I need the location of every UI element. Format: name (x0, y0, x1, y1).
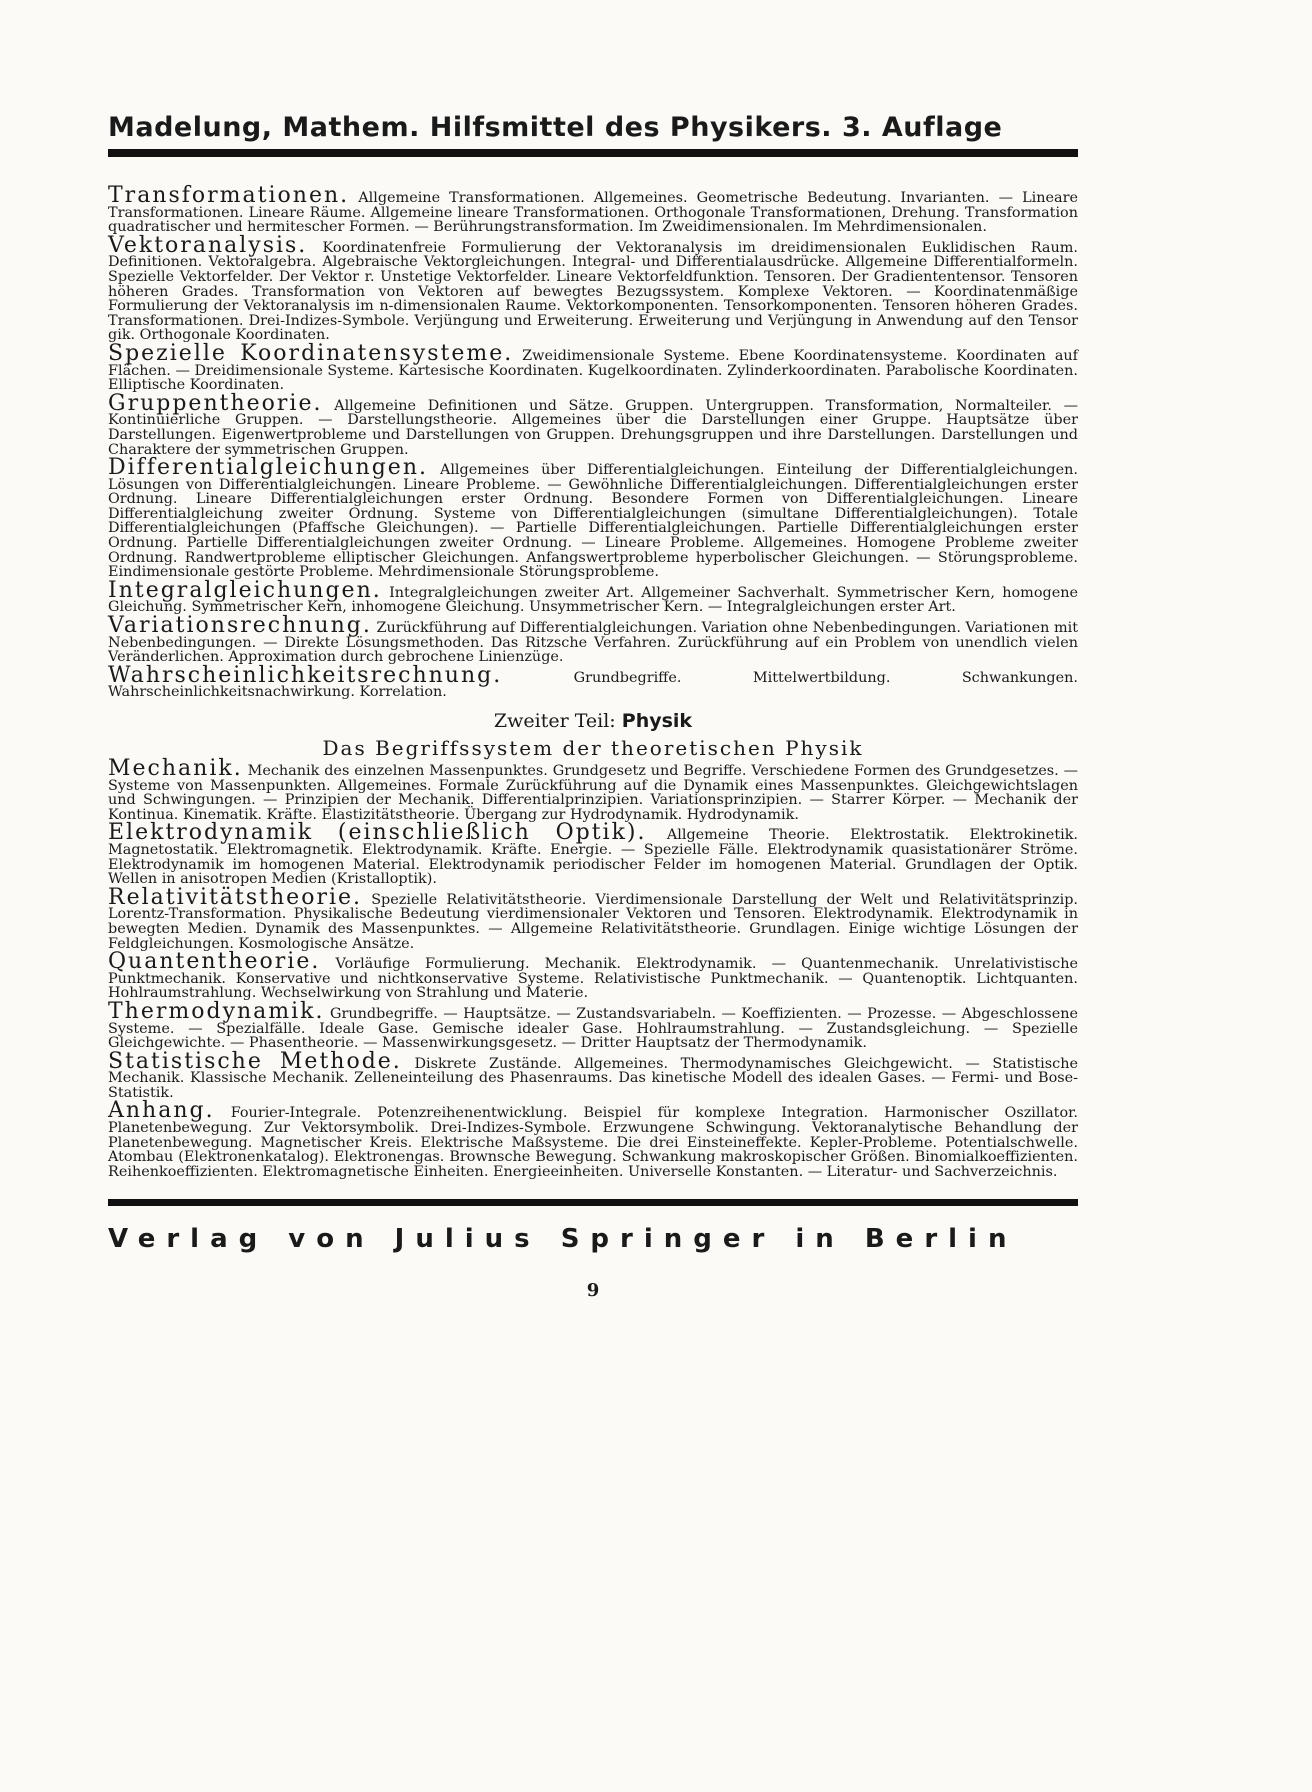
section-text: Grundbegriffe. Mittelwertbildung. Schwankungen. Wahrscheinlichkeitsnachwirkung. Korrelation. (108, 669, 1078, 701)
part-label: Zweiter Teil: (493, 710, 616, 732)
section-title: Relativitätstheorie. (108, 884, 363, 910)
section-text: Zweidimensionale Systeme. Ebene Koordinatensysteme. Koordinaten auf Flächen. — Dreidimensionale Systeme. Kartesische Koordinaten. Kugelkoordinaten. Zylinderkoordinaten. Parabolische Koordinaten. Elliptische Koordinaten. (108, 347, 1078, 394)
section-text: Allgemeine Theorie. Elektrostatik. Elektrokinetik. Magnetostatik. Elektromagnetik. Elektrodynamik. Kräfte. Energie. — Spezielle Fälle. Elektrodynamik quasistationärer Ströme. Elektrodynamik im homogenen Material. Elektrodynamik periodischer Felder im homogenen Material. Grundlagen der Optik. Wellen in anisotropen Medien (Kristalloptik). (108, 827, 1078, 888)
section-text: Allgemeine Definitionen und Sätze. Gruppen. Untergruppen. Transformation, Normalteiler. — Kontinuierliche Gruppen. — Darstellungstheorie. Allgemeines über die Darstellungen einer Gruppe. Hauptsätze über Darstellungen. Eigenwertprobleme und Darstellungen von Gruppen. Drehungsgruppen und ihre Darstellungen. Darstellungen und Charaktere der symmetrischen Gruppen. (108, 397, 1078, 458)
section-text: Vorläufige Formulierung. Mechanik. Elektrodynamik. — Quantenmechanik. Unrelativistische Punktmechanik. Konservative und nichtkonservative Systeme. Relativistische Punktmechanik. — Quantenoptik. Lichtquanten. Hohlraumstrahlung. Wechselwirkung von Strahlung und Materie. (108, 956, 1078, 1002)
section-title: Transformationen. (108, 183, 350, 208)
toc-section (108, 1048, 1079, 1101)
section-title: Elektrodynamik (einschließlich Optik). (108, 820, 647, 846)
section-title: Differentialgleichungen. (108, 455, 428, 481)
physics-sections (108, 756, 1079, 1180)
section-text: Spezielle Relativitätstheorie. Vierdimensionale Darstellung der Welt und Relativitätsprinzip. Lorentz-Transformation. Physikalische Bedeutung vierdimensionaler Vektoren und Tensoren. Elektrodynamik. Elektrodynamik in bewegten Medien. Dynamik des Massenpunktes. — Allgemeine Relativitätstheorie. Grundlagen. Einige wichtige Lösungen der Feldgleichungen. Kosmologische Ansätze. (108, 891, 1078, 952)
toc-section (108, 662, 1078, 701)
toc-section (108, 998, 1078, 1052)
section-text: Allgemeine Transformationen. Allgemeines. Geometrische Bedeutung. Invarianten. — Lineare Transformationen. Lineare Räume. Allgemeine lineare Transformationen. Orthogonale Transformationen, Drehung. Transformation quadratischer und hermitescher Formen. — Berührungstransformation. Im Zweidimensionalen. Im Mehrdimensionalen. (108, 190, 1078, 236)
section-text: Fourier-Integrale. Potenzreihenentwicklung. Beispiel für komplexe Integration. Harmonischer Oszillator. Planetenbewegung. Zur Vektorsymbolik. Drei-Indizes-Symbole. Erzwungene Schwingung. Vektoranalytische Behandlung der Planetenbewegung. Magnetischer Kreis. Elektrische Maßsysteme. Die drei Einsteineffekte. Kepler-Probleme. Potentialschwelle. Atombau (Elektronenkatalog). Elektronengas. Brownsche Bewegung. Schwankung makroskopischer Größen. Binomialkoeffizienten. Reihenkoeffizienten. Elektromagnetische Einheiten. Energieeinheiten. Universelle Konstanten. — Literatur- und Sachverzeichnis. (108, 1105, 1078, 1180)
section-text: Grundbegriffe. — Hauptsätze. — Zustandsvariabeln. — Koeffizienten. — Prozesse. — Abgeschlossene Systeme. — Spezialfälle. Ideale Gase. Gemische idealer Gase. Hohlraumstrahlung. — Zustandsgleichung. — Spezielle Gleichgewichte. — Phasentheorie. — Massenwirkungsgesetz. — Dritter Hauptsatz der Thermodynamik. (108, 1005, 1078, 1052)
page-number: 9 (586, 1280, 600, 1302)
toc-section (108, 820, 1078, 888)
toc-section (108, 455, 1079, 581)
section-title: Vektoranalysis. (108, 232, 308, 258)
footer-rule (108, 1199, 1078, 1206)
section-title: Gruppentheorie. (108, 390, 323, 416)
section-title: Anhang. (108, 1098, 215, 1124)
section-text: Koordinatenfreie Formulierung der Vektoranalysis im dreidimensionalen Euklidischen Raum. Definitionen. Vektoralgebra. Algebraische Vektorgleichungen. Integral- und Differentialausdrücke. Allgemeine Differentialformeln. Spezielle Vektorfelder. Der Vektor r. Unstetige Vektorfelder. Lineare Vektorfeldfunktion. Tensoren. Der Gradiententensor. Tensoren höheren Grades. Transformation von Vektoren auf bewegtes Bezugssystem. Komplexe Vektoren. — Koordinatenmäßige Formulierung der Vektoranalysis im n-dimensionalen Raume. Vektorkomponenten. Tensorkomponenten. Tensoren höheren Grades. Transformationen. Drei-Indizes-Symbole. Verjüngung und Erweiterung. Erweiterung und Verjüngung in Anwendung auf den Tensor gik. Orthogonale Koordinaten. (108, 239, 1078, 344)
toc-section (108, 577, 1078, 616)
section-title: Quantentheorie. (108, 949, 321, 975)
section-title: Statistische Methode. (108, 1048, 402, 1074)
section-title: Mechanik. (108, 756, 243, 781)
section-text: Allgemeines über Differentialgleichungen. Einteilung der Differentialgleichungen. Lösungen von Differentialgleichungen. Lineare Probleme. — Gewöhnliche Differentialgleichungen. Differentialgleichungen erster Ordnung. Lineare Differentialgleichungen erster Ordnung. Besondere Formen von Differentialgleichungen. Lineare Differentialgleichung zweiter Ordnung. Systeme von Differentialgleichungen (simultane Differentialgleichungen). Totale Differentialgleichungen (Pfaffsche Gleichungen). — Partielle Differentialgleichungen. Partielle Differentialgleichungen erster Ordnung. Partielle Differentialgleichungen zweiter Ordnung. — Lineare Probleme. Allgemeines. Homogene Probleme zweiter Ordnung. Randwertprobleme elliptischer Gleichungen. Anfangswertprobleme hyperbolischer Gleichungen. — Störungsprobleme. Eindimensionale gestörte Probleme. Mehrdimensionale Störungsprobleme. (108, 462, 1079, 581)
section-text: Zurückführung auf Differentialgleichungen. Variation ohne Nebenbedingungen. Variationen mit Nebenbedingungen. — Direkte Lösungsmethoden. Das Ritzsche Verfahren. Zurückführung auf ein Problem von unendlich vielen Veränderlichen. Approximation durch gebrochene Linienzüge. (108, 620, 1078, 666)
toc-section (108, 756, 1078, 823)
toc-section (108, 949, 1078, 1002)
section-text: Integralgleichungen zweiter Art. Allgemeiner Sachverhalt. Symmetrischer Kern, homogene Gleichung. Symmetrischer Kern, inhomogene Gleichung. Unsymmetrischer Kern. — Integralgleichungen erster Art. (108, 584, 1078, 616)
toc-section (108, 183, 1078, 236)
section-title: Variationsrechnung. (108, 613, 372, 639)
part-heading (108, 710, 1078, 732)
toc-section (108, 340, 1078, 394)
section-title: Thermodynamik. (108, 998, 325, 1024)
section-text: Diskrete Zustände. Allgemeines. Thermodynamisches Gleichgewicht. — Statistische Mechanik. Klassische Mechanik. Zelleneinteilung des Phasenraums. Das kinetische Modell des idealen Gases. — Fermi- und Bose-Statistik. (108, 1055, 1079, 1101)
section-text: Mechanik des einzelnen Massenpunktes. Grundgesetz und Begriffe. Verschiedene Formen des Grundgesetzes. — Systeme von Massenpunkten. Allgemeines. Formale Zurückführung auf die Dynamik eines Massenpunktes. Gleichgewichtslagen und Schwingungen. — Prinzipien der Mechanik. Differentialprinzipien. Variationsprinzipien. — Starrer Körper. — Mechanik der Kontinua. Kinematik. Kräfte. Elastizitätstheorie. Übergang zur Hydrodynamik. Hydrodynamik. (108, 763, 1078, 823)
toc-section (108, 232, 1078, 344)
publisher-line: Verlag von Julius Springer in Berlin (108, 1224, 1018, 1255)
toc-section (108, 884, 1078, 952)
section-title: Wahrscheinlichkeitsrechnung. (108, 662, 503, 688)
math-sections (108, 183, 1079, 701)
toc-section (108, 1098, 1078, 1180)
header-rule (108, 149, 1078, 157)
page-title: Madelung, Mathem. Hilfsmittel des Physikers. 3. Auflage (108, 112, 1003, 143)
part-subtitle: Das Begriffssystem der theoretischen Physik (322, 736, 864, 760)
toc-section (108, 613, 1078, 666)
part-name: Physik (621, 710, 693, 732)
section-title: Spezielle Koordinatensysteme. (108, 340, 514, 366)
section-title: Integralgleichungen. (108, 577, 382, 603)
page (108, 112, 1078, 1301)
toc-section (108, 390, 1078, 458)
